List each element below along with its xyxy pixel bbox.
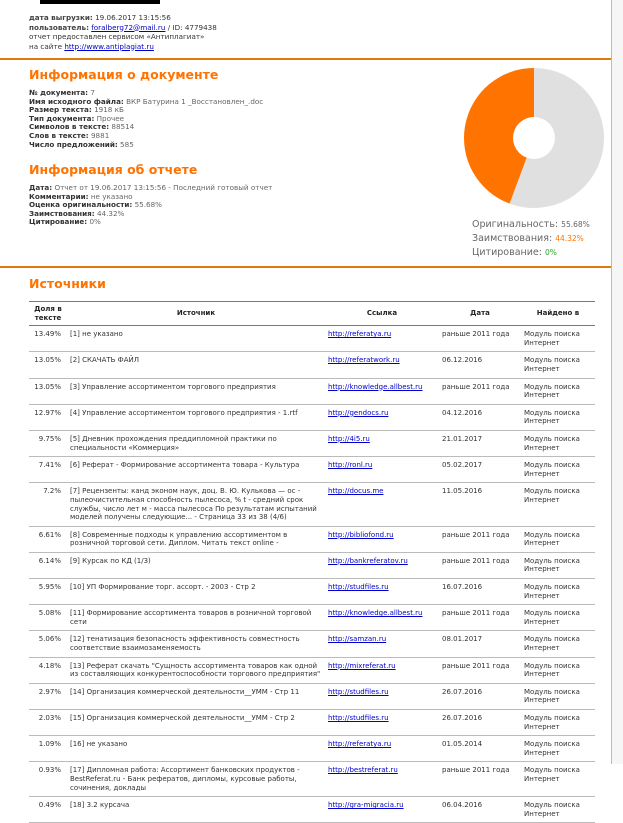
source-link[interactable]: http://bankreferatov.ru (328, 556, 408, 565)
source-title-cell: [4] Управление ассортиментом торгового предприятия - 1.rtf (67, 404, 325, 430)
source-date-cell: раньше 2011 года (439, 657, 521, 683)
source-title-cell: [18] 3.2 курсача (67, 797, 325, 823)
source-share-cell: 13.05% (29, 352, 67, 378)
source-link-cell (325, 736, 439, 762)
source-title-cell: [14] Организация коммерческой деятельности__УММ - Стр 11 (67, 683, 325, 709)
source-share-cell: 5.95% (29, 579, 67, 605)
source-share-cell: 7.2% (29, 483, 67, 526)
source-found-in-cell: Модуль поиска Интернет (521, 710, 595, 736)
source-share-cell: 13.49% (29, 326, 67, 352)
source-found-in-cell: Модуль поиска Интернет (521, 605, 595, 631)
sources-title: Источники (29, 276, 106, 291)
report-info-row (29, 218, 272, 227)
source-title-cell: [3] Управление ассортиментом торгового предприятия (67, 378, 325, 404)
source-date-cell: раньше 2011 года (439, 552, 521, 578)
source-title-cell: [11] Формирование ассортимента товаров в розничной торговой сети (67, 605, 325, 631)
source-share-cell: 9.75% (29, 430, 67, 456)
col-header-link: Ссылка (325, 302, 439, 326)
source-found-in-cell: Модуль поиска Интернет (521, 552, 595, 578)
source-share-cell: 4.18% (29, 657, 67, 683)
source-row (29, 352, 595, 378)
report-info-title: Информация об отчете (29, 162, 198, 177)
source-date-cell: 05.02.2017 (439, 457, 521, 483)
source-link-cell (325, 579, 439, 605)
source-row (29, 430, 595, 456)
legend-citation-value: 0% (544, 248, 557, 257)
source-link[interactable]: http://studfiles.ru (328, 714, 389, 722)
source-found-in-cell: Модуль поиска Интернет (521, 762, 595, 797)
legend-borrowing-value: 44.32% (555, 234, 584, 243)
legend-originality-value: 55.68% (561, 220, 590, 229)
source-date-cell: 26.07.2016 (439, 710, 521, 736)
source-date-cell: 26.07.2016 (439, 683, 521, 709)
doc-info-label: Имя исходного файла: (29, 96, 124, 106)
source-title-cell: [12] тенатизация безопасность эффективность совместность соответствие взаимозаменяемость (67, 631, 325, 657)
doc-info-title: Информация о документе (29, 67, 219, 82)
source-row (29, 683, 595, 709)
source-found-in-cell: Модуль поиска Интернет (521, 797, 595, 823)
section-divider-2 (0, 266, 611, 268)
source-row (29, 457, 595, 483)
source-title-cell: [5] Дневник прохождения преддипломной практики по специальности «Коммерция» (67, 430, 325, 456)
source-found-in-cell: Модуль поиска Интернет (521, 483, 595, 526)
pie-center-hole (513, 117, 555, 159)
source-row (29, 631, 595, 657)
source-row (29, 326, 595, 352)
source-share-cell: 12.97% (29, 404, 67, 430)
source-share-cell: 1.09% (29, 736, 67, 762)
doc-info-value: ВКР Батурина 1 _Восстановлен_.doc (126, 96, 264, 106)
source-link-cell (325, 683, 439, 709)
source-found-in-cell: Модуль поиска Интернет (521, 736, 595, 762)
source-found-in-cell: Модуль поиска Интернет (521, 631, 595, 657)
source-link[interactable]: http://samzan.ru (328, 635, 387, 644)
sources-header-row (29, 302, 595, 326)
legend-originality (472, 219, 590, 230)
source-link-cell (325, 797, 439, 823)
source-date-cell: 01.05.2014 (439, 736, 521, 762)
source-date-cell: 08.01.2017 (439, 631, 521, 657)
source-date-cell: раньше 2011 года (439, 605, 521, 631)
report-info-value: 44.32% (96, 208, 125, 218)
source-link[interactable]: http://referatwork.ru (328, 356, 400, 365)
source-row (29, 736, 595, 762)
source-link[interactable]: http://ronl.ru (328, 461, 373, 470)
source-link[interactable]: http://4i5.ru (328, 434, 370, 443)
source-link[interactable]: http://referatya.ru (328, 740, 392, 749)
export-date-label: дата выгрузки: (29, 13, 93, 22)
source-link[interactable]: http://bestreferat.ru (328, 766, 398, 775)
col-header-date: Дата (439, 302, 521, 326)
site-link[interactable]: http://www.antiplagiat.ru (64, 41, 154, 51)
legend-originality-label: Оригинальность: (472, 219, 559, 230)
report-info-label: Комментарии: (29, 191, 89, 201)
doc-info-label: Тип документа: (29, 113, 95, 123)
source-found-in-cell: Модуль поиска Интернет (521, 352, 595, 378)
doc-info-value: 9881 (90, 130, 110, 140)
source-row (29, 657, 595, 683)
doc-info-label: Символов в тексте: (29, 122, 110, 132)
export-meta (29, 13, 217, 51)
source-link-cell (325, 457, 439, 483)
top-cut-line (40, 0, 160, 4)
source-date-cell: раньше 2011 года (439, 762, 521, 797)
doc-info-row (29, 141, 263, 150)
doc-info-list (29, 89, 263, 149)
source-found-in-cell: Модуль поиска Интернет (521, 683, 595, 709)
doc-info-value: 585 (120, 139, 134, 149)
report-info-value: не указано (90, 191, 133, 201)
source-title-cell: [13] Реферат скачать "Сущность ассортимента товаров как одной из составляющих конкурентоспособности торгового предприятия" (67, 657, 325, 683)
doc-info-value: 1918 кБ (94, 105, 124, 115)
source-link[interactable]: http://referatya.ru (328, 330, 392, 339)
doc-info-value: Прочее (96, 113, 125, 123)
source-share-cell: 7.41% (29, 457, 67, 483)
col-header-source: Источник (67, 302, 325, 326)
source-share-cell: 6.61% (29, 526, 67, 552)
user-email-link[interactable]: foralberg72@mail.ru (91, 22, 166, 32)
source-title-cell: [17] Дипломная работа: Ассортимент банковских продуктов - BestReferat.ru - Банк рефератов, дипломы, курсовые работы, сочинения, доклады (67, 762, 325, 797)
source-share-cell: 5.06% (29, 631, 67, 657)
source-found-in-cell: Модуль поиска Интернет (521, 430, 595, 456)
sources-table (29, 301, 595, 823)
source-link[interactable]: http://knowledge.allbest.ru (328, 609, 423, 618)
source-row (29, 526, 595, 552)
source-row (29, 710, 595, 736)
report-info-label: Заимствования: (29, 208, 95, 218)
originality-pie-chart (464, 68, 604, 208)
source-share-cell: 0.49% (29, 797, 67, 823)
source-link-cell (325, 657, 439, 683)
source-share-cell: 6.14% (29, 552, 67, 578)
legend-borrowing-label: Заимствования: (472, 233, 553, 244)
source-date-cell: 21.01.2017 (439, 430, 521, 456)
source-found-in-cell: Модуль поиска Интернет (521, 526, 595, 552)
section-divider (0, 58, 611, 60)
legend-borrowing (472, 233, 584, 244)
source-row (29, 762, 595, 797)
source-title-cell: [1] не указано (67, 326, 325, 352)
source-date-cell: 06.04.2016 (439, 797, 521, 823)
source-found-in-cell: Модуль поиска Интернет (521, 404, 595, 430)
doc-info-label: Размер текста: (29, 105, 92, 115)
source-link[interactable]: http://gra-migracia.ru (328, 801, 404, 810)
source-link[interactable]: http://bibliofond.ru (328, 530, 394, 539)
report-info-label: Цитирование: (29, 217, 88, 227)
source-date-cell: раньше 2011 года (439, 526, 521, 552)
source-link[interactable]: http://gendocs.ru (328, 408, 389, 417)
doc-info-label: Слов в тексте: (29, 130, 89, 140)
source-share-cell: 0.93% (29, 762, 67, 797)
legend-citation (472, 247, 557, 258)
source-row (29, 552, 595, 578)
source-date-cell: 04.12.2016 (439, 404, 521, 430)
source-title-cell: [2] СКАЧАТЬ ФАЙЛ (67, 352, 325, 378)
source-link[interactable]: http://studfiles.ru (328, 583, 389, 592)
legend-citation-label: Цитирование: (472, 247, 542, 258)
source-link-cell (325, 483, 439, 526)
source-row (29, 797, 595, 823)
source-found-in-cell: Модуль поиска Интернет (521, 457, 595, 483)
report-info-value: 55.68% (134, 200, 162, 210)
doc-info-label: Число предложений: (29, 139, 118, 149)
source-date-cell: 11.05.2016 (439, 483, 521, 526)
user-id: / ID: 4779438 (167, 22, 217, 32)
source-title-cell: [10] УП Формирование торг. ассорт. - 2003 - Стр 2 (67, 579, 325, 605)
source-share-cell: 13.05% (29, 378, 67, 404)
source-link[interactable]: http://docus.me (328, 487, 384, 496)
source-link-cell (325, 352, 439, 378)
doc-info-label: № документа: (29, 88, 89, 97)
source-link-cell (325, 605, 439, 631)
source-date-cell: раньше 2011 года (439, 326, 521, 352)
source-link-cell (325, 762, 439, 797)
source-title-cell: [9] Курсак по КД (1/3) (67, 552, 325, 578)
source-found-in-cell: Модуль поиска Интернет (521, 579, 595, 605)
source-link-cell (325, 710, 439, 736)
source-row (29, 404, 595, 430)
report-info-value: 0% (89, 217, 101, 227)
source-link-cell (325, 631, 439, 657)
source-link[interactable]: http://studfiles.ru (328, 687, 389, 696)
report-info-label: Дата: (29, 183, 53, 192)
source-found-in-cell: Модуль поиска Интернет (521, 326, 595, 352)
report-info-label: Оценка оригинальности: (29, 200, 133, 210)
report-info-list (29, 184, 272, 227)
source-found-in-cell: Модуль поиска Интернет (521, 378, 595, 404)
source-found-in-cell: Модуль поиска Интернет (521, 657, 595, 683)
doc-info-value: 7 (90, 88, 95, 97)
source-title-cell: [8] Современные подходы к управлению ассортиментом в розничной торговой сети. Диплом. Читать текст online - (67, 526, 325, 552)
page-edge (612, 0, 623, 764)
source-link-cell (325, 526, 439, 552)
source-link-cell (325, 326, 439, 352)
source-share-cell: 2.97% (29, 683, 67, 709)
source-row (29, 483, 595, 526)
col-header-share: Доля в тексте (29, 302, 67, 326)
sources-table-body (29, 326, 595, 823)
source-date-cell: раньше 2011 года (439, 378, 521, 404)
source-link-cell (325, 552, 439, 578)
source-row (29, 378, 595, 404)
source-date-cell: 16.07.2016 (439, 579, 521, 605)
source-title-cell: [6] Реферат - Формирование ассортимента товара - Культура (67, 457, 325, 483)
source-date-cell: 06.12.2016 (439, 352, 521, 378)
source-share-cell: 2.03% (29, 710, 67, 736)
provided-by: отчет предоставлен сервисом «Антиплагиат» (29, 32, 205, 41)
site-prefix: на сайте (29, 41, 63, 51)
source-link[interactable]: http://mixreferat.ru (328, 661, 396, 670)
report-info-value: Отчет от 19.06.2017 13:15:56 - Последний готовый отчет (54, 183, 273, 192)
source-row (29, 605, 595, 631)
doc-info-value: 88514 (111, 122, 135, 132)
source-title-cell: [15] Организация коммерческой деятельности__УММ - Стр 2 (67, 710, 325, 736)
source-link-cell (325, 378, 439, 404)
col-header-found: Найдено в (521, 302, 595, 326)
source-title-cell: [7] Рецензенты: канд эконом наук, доц. В. Ю. Кулькова — ос - пылеочистительная способность пылесоса, % t - средний срок службы, число лет м - масса пылесоса По результатам испытаний моделей получены следующие... - Страница 33 из 38 (4/6) (67, 483, 325, 526)
source-link[interactable]: http://knowledge.allbest.ru (328, 382, 423, 391)
export-date: 19.06.2017 13:15:56 (95, 13, 171, 22)
source-link-cell (325, 430, 439, 456)
source-share-cell: 5.08% (29, 605, 67, 631)
source-row (29, 579, 595, 605)
user-label: пользователь: (29, 22, 89, 32)
source-link-cell (325, 404, 439, 430)
source-title-cell: [16] не указано (67, 736, 325, 762)
